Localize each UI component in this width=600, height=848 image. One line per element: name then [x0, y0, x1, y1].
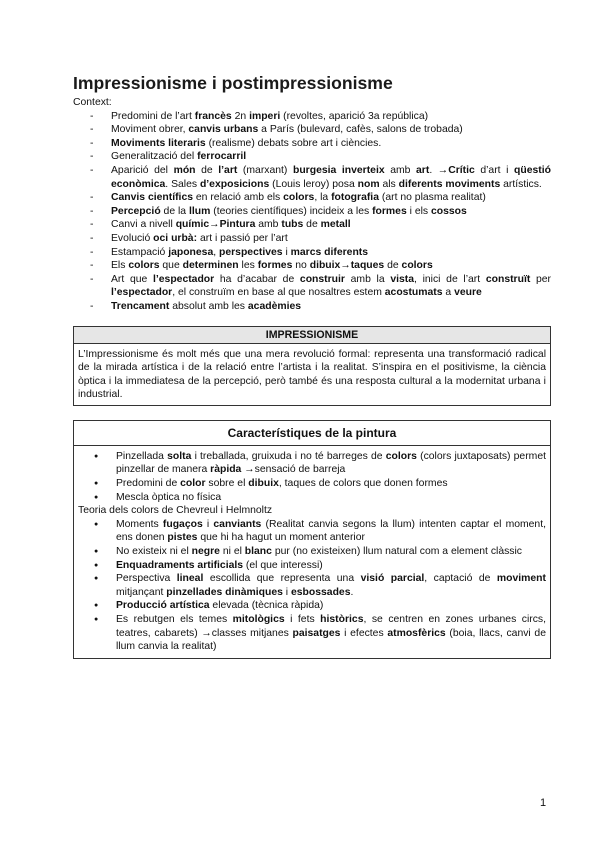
list-item [116, 599, 546, 613]
text: 2n [231, 110, 250, 122]
list-item [116, 559, 546, 573]
impressionisme-heading: IMPRESSIONISME [74, 327, 550, 344]
text: Moments [116, 518, 163, 530]
list-item [111, 246, 551, 260]
document-page [73, 72, 551, 659]
text: en relació amb els [193, 192, 284, 204]
bold-text: moviment [496, 573, 546, 585]
text: Evolució [111, 232, 154, 244]
list-item [111, 232, 551, 246]
list-item [111, 164, 551, 191]
list-item [111, 137, 551, 151]
text: de [303, 219, 321, 231]
pintura-body [74, 446, 550, 658]
pintura-box [73, 420, 551, 659]
text: artístics. [500, 178, 542, 190]
text: Mescla òptica no física [116, 491, 222, 503]
bold-text: colors [283, 192, 315, 204]
bold-text: paisatges [292, 627, 341, 639]
bold-text: francès [194, 110, 232, 122]
text: , inici de l’art [414, 273, 486, 285]
pintura-list-b [78, 518, 546, 654]
list-item [111, 273, 551, 300]
page-title: Impressionisme i postimpressionisme [73, 73, 393, 93]
bold-text: formes [372, 205, 407, 217]
bold-text: imperi [249, 110, 281, 122]
bold-text: ferrocarril [197, 151, 247, 163]
list-item [116, 572, 546, 599]
bold-text: fugaços [162, 518, 203, 530]
bold-text: històrics [320, 614, 364, 625]
text: Canvi a nivell [111, 219, 176, 231]
bold-text: colors [128, 260, 160, 272]
bold-text: negre [191, 546, 220, 558]
text: de [384, 260, 402, 272]
context-label: Context: [73, 97, 112, 108]
bold-text: nom [357, 178, 380, 190]
list-item [111, 191, 551, 205]
bold-text: diferents moviments [398, 178, 501, 190]
bold-text: esbossades [290, 586, 351, 598]
text: (realisme) debats sobre art i ciències. [205, 137, 382, 149]
bold-text: acadèmies [247, 300, 302, 312]
bold-text: l’espectador [152, 273, 215, 285]
bold-text: Moviments literaris [111, 137, 206, 149]
bold-text: dibuix [309, 260, 341, 272]
text: d’art i [474, 164, 515, 176]
text: Moviment obrer, [111, 124, 189, 136]
list-item [116, 477, 546, 491]
bold-text: lineal [176, 573, 204, 585]
text: i fets [284, 614, 321, 625]
bold-text: canviants [213, 518, 262, 530]
bold-text: burgesia inverteix [292, 164, 385, 176]
text: , se centren en zones urbanes circs, teatres, cabarets) →classes mitjanes [116, 614, 546, 639]
color-theory-label: Teoria dels colors de Chevreul i Helmnoltz [78, 505, 273, 517]
text: no [292, 260, 310, 272]
text: (revoltes, aparició 3a república) [280, 110, 429, 122]
text: i els [406, 205, 431, 217]
list-item [116, 545, 546, 559]
text: → [340, 260, 351, 272]
text: (art no plasma realitat) [378, 192, 486, 204]
bold-text: color [180, 478, 206, 490]
bold-text: marcs diferents [290, 246, 369, 258]
text: que [159, 260, 183, 272]
bold-text: tubs [281, 219, 304, 231]
text: . [350, 586, 354, 598]
bold-text: construït [485, 273, 531, 285]
bold-text: atmosfèrics [387, 627, 446, 639]
list-item [116, 613, 546, 654]
text: de la [160, 205, 189, 217]
text: (teories científiques) incideix a les [210, 205, 373, 217]
text: ha d’acabar de [214, 273, 300, 285]
list-item [111, 110, 551, 124]
list-item [111, 300, 551, 314]
bold-text: qüestió econòmica [111, 164, 551, 190]
page-number: 1 [540, 797, 547, 809]
text: Els [111, 260, 129, 272]
text: (marxant) [237, 164, 293, 176]
bold-text: acostumats [384, 287, 443, 299]
text: , taques de colors que donen formes [278, 478, 448, 490]
bold-text: blanc [244, 546, 272, 558]
bold-text: químic→Pintura [175, 219, 256, 231]
text: (boia, llacs, canvi de llum canvia la realitat) [116, 627, 546, 653]
text: escollida que representa una [203, 573, 361, 585]
text: i treballada, gruixuda i no té barreges de [191, 450, 386, 462]
text: a [442, 287, 455, 299]
bold-text: taques [350, 260, 385, 272]
text: ni el [219, 546, 245, 558]
bold-text: dibuix [248, 478, 279, 490]
bold-text: Producció artística [116, 600, 210, 612]
text: (Realitat canvia segons la llum) intenten captar el moment, ens donen [116, 518, 546, 544]
bold-text: canvis urbans [188, 124, 259, 136]
text: Es rebutgen els temes [116, 614, 233, 625]
bold-text: art [416, 164, 430, 176]
list-item [116, 518, 546, 545]
bold-text: l’espectador [111, 287, 173, 299]
text: Generalització del [111, 151, 198, 163]
text: Perspectiva [116, 573, 177, 585]
text: Predomini de l’art [111, 110, 195, 122]
text: No existeix ni el [116, 546, 192, 558]
text: i efectes [340, 627, 388, 639]
impressionisme-text: L’Impressionisme és molt més que una mera revolució formal: representa una transformació radical de la mirada artística i de la relació entre l’artista i la realitat. S’inspira en el positivisme, la ciència òptica i la immediatesa de la percepció, però també és una resposta cultural a la modernitat urbana i industrial. [78, 348, 546, 401]
text: a París (bulevard, cafès, salons de trobada) [258, 124, 463, 136]
text: Predomini de [116, 478, 181, 490]
text: amb [384, 164, 417, 176]
bold-text: Enquadraments artificials [116, 559, 244, 571]
bold-text: colors [401, 260, 433, 272]
bold-text: mitològics [232, 614, 285, 625]
text: . Sales [165, 178, 200, 190]
text: Pinzellada [116, 450, 168, 462]
list-item [111, 123, 551, 137]
text: per [530, 273, 551, 285]
context-list [73, 110, 551, 314]
bold-text: solta [167, 450, 192, 462]
bold-text: visió parcial [360, 573, 425, 585]
impressionisme-box [73, 326, 551, 406]
bold-text: fotografia [331, 192, 379, 204]
text: (el que interessi) [243, 559, 323, 571]
bold-text: món [173, 164, 196, 176]
text: , captació de [424, 573, 497, 585]
text: (colors juxtaposats) permet pinzellar de manera [116, 450, 546, 476]
text: , la [314, 192, 332, 204]
text: mitjançant [116, 586, 167, 598]
text: i [282, 586, 291, 598]
bold-text: veure [454, 287, 482, 299]
text: amb [255, 219, 282, 231]
pintura-list-a [78, 450, 546, 504]
text: de [195, 164, 219, 176]
text: als [379, 178, 399, 190]
text: amb la [344, 273, 391, 285]
list-item [111, 218, 551, 232]
bold-text: d’exposicions [199, 178, 270, 190]
text: . → [429, 164, 449, 176]
list-item [116, 450, 546, 477]
bold-text: Canvis científics [111, 192, 194, 204]
bold-text: cossos [431, 205, 467, 217]
list-item [111, 150, 551, 164]
bold-text: colors [385, 450, 417, 462]
bold-text: oci urbà: [153, 232, 198, 244]
text: les [238, 260, 258, 272]
text: Aparició del [111, 164, 174, 176]
text: →sensació de barreja [241, 464, 346, 476]
list-item [111, 205, 551, 219]
bold-text: japonesa [168, 246, 214, 258]
bold-text: construir [299, 273, 345, 285]
text: que hi ha hagut un moment anterior [197, 532, 365, 544]
pintura-heading: Característiques de la pintura [74, 421, 550, 446]
text: absolut amb les [169, 300, 248, 312]
text: pur (no existeixen) llum natural com a element clàssic [271, 546, 522, 558]
text: sobre el [205, 478, 249, 490]
bold-text: formes [257, 260, 293, 272]
list-item [116, 491, 546, 505]
bold-text: metall [320, 219, 351, 231]
text: , el construïm en base al que nosaltres estem [172, 287, 385, 299]
text: i [202, 518, 214, 530]
bold-text: pinzellades dinàmiques [166, 586, 283, 598]
bold-text: ràpida [210, 464, 242, 476]
text: i [282, 246, 291, 258]
bold-text: determinen [182, 260, 239, 272]
text: Estampació [111, 246, 169, 258]
text: , [213, 246, 220, 258]
bold-text: llum [188, 205, 211, 217]
bold-text: pistes [167, 532, 198, 544]
bold-text: perspectives [219, 246, 283, 258]
bold-text: Percepció [111, 205, 161, 217]
text: elevada (tècnica ràpida) [209, 600, 324, 612]
text: Art que [111, 273, 153, 285]
list-item [111, 259, 551, 273]
bold-text: vista [390, 273, 415, 285]
bold-text: Trencament [111, 300, 170, 312]
bold-text: l’art [218, 164, 238, 176]
text: art i passió per l’art [197, 232, 288, 244]
text: (Louis leroy) posa [269, 178, 358, 190]
bold-text: Crític [448, 164, 475, 176]
